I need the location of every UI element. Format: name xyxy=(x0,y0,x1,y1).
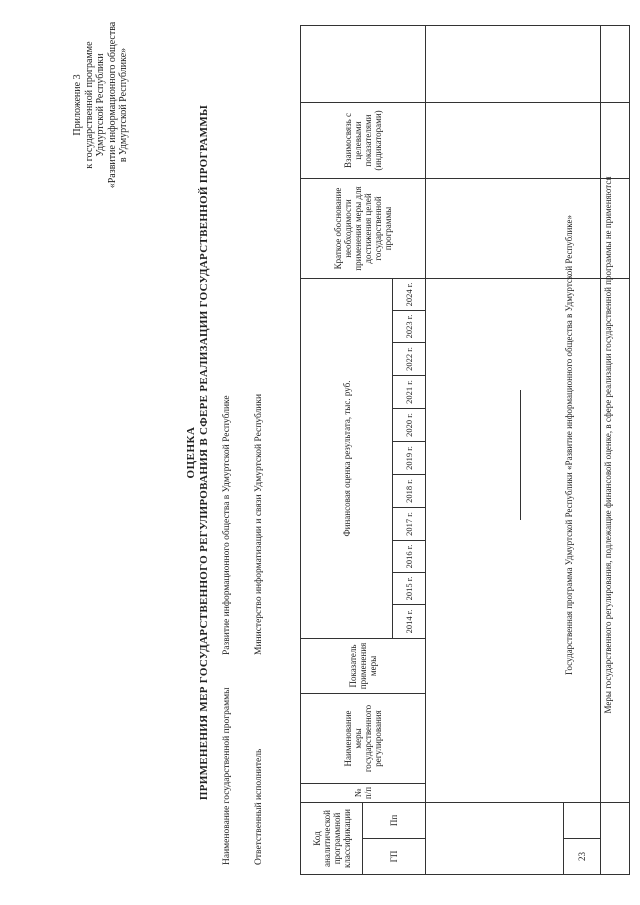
year-2023: 2023 г. xyxy=(404,314,414,339)
appendix-line-5: в Удмуртской Республике» xyxy=(118,47,129,163)
year-2017: 2017 г. xyxy=(404,512,414,536)
responsible-label: Ответственный исполнитель xyxy=(254,748,264,865)
year-2018: 2018 г. xyxy=(404,479,414,503)
row1-code-23: 23 xyxy=(577,852,587,861)
row2-no-measures-note: Меры государственного регулирования, подлежащие финансовой оценке, в сфере реализации государственной программы не применяются xyxy=(603,176,613,714)
year-2016: 2016 г. xyxy=(404,544,414,569)
year-2024: 2024 г. xyxy=(404,282,414,307)
document-title: ОЦЕНКА xyxy=(185,426,197,479)
year-2020: 2020 г. xyxy=(404,413,414,437)
document-subtitle: ПРИМЕНЕНИЯ МЕР ГОСУДАРСТВЕННОГО РЕГУЛИРОВАНИЯ В СФЕРЕ РЕАЛИЗАЦИИ ГОСУДАРСТВЕННОЙ ПРОГРАММЫ xyxy=(198,104,210,801)
row1-program-title: Государственная программа Удмуртской Республики «Развитие информационного общества в Удмуртской Республике» xyxy=(564,215,574,675)
appendix-line-2: к государственной программе xyxy=(83,41,95,169)
appendix-header xyxy=(72,0,130,215)
appendix-line-4: «Развитие информационного общества xyxy=(106,21,118,189)
appendix-line-1: Приложение 3 xyxy=(72,74,83,136)
header-pp: Пп xyxy=(389,814,399,827)
year-2021: 2021 г. xyxy=(404,380,414,404)
header-indicator: Показатель применения меры xyxy=(348,642,378,690)
program-name-value: Развитие информационного общества в Удмуртской Республике xyxy=(222,395,232,655)
header-code: Код аналитической программной классификации xyxy=(311,809,352,868)
responsible-value: Министерство информатизации и связи Удмуртской Республики xyxy=(254,393,264,655)
header-gp: ГП xyxy=(389,850,399,863)
measures-table xyxy=(300,25,630,875)
header-justification: Краткое обоснование необходимости применения меры для достижения целей государственной программы xyxy=(333,186,393,271)
year-2019: 2019 г. xyxy=(404,446,414,470)
year-2014: 2014 г. xyxy=(404,609,414,634)
header-finance: Финансовая оценка результата, тыс. руб. xyxy=(341,380,352,537)
header-num: № п/п xyxy=(353,786,373,800)
header-measure-name: Наименование меры государственного регулирования xyxy=(343,704,383,773)
header-relation: Взаимосвязь с целевыми показателями (индикаторами) xyxy=(343,110,383,171)
program-name-label: Наименование государственной программы xyxy=(222,687,232,865)
appendix-line-3: Удмуртской Республики xyxy=(95,53,106,157)
year-2015: 2015 г. xyxy=(404,576,414,601)
year-2022: 2022 г. xyxy=(404,347,414,371)
